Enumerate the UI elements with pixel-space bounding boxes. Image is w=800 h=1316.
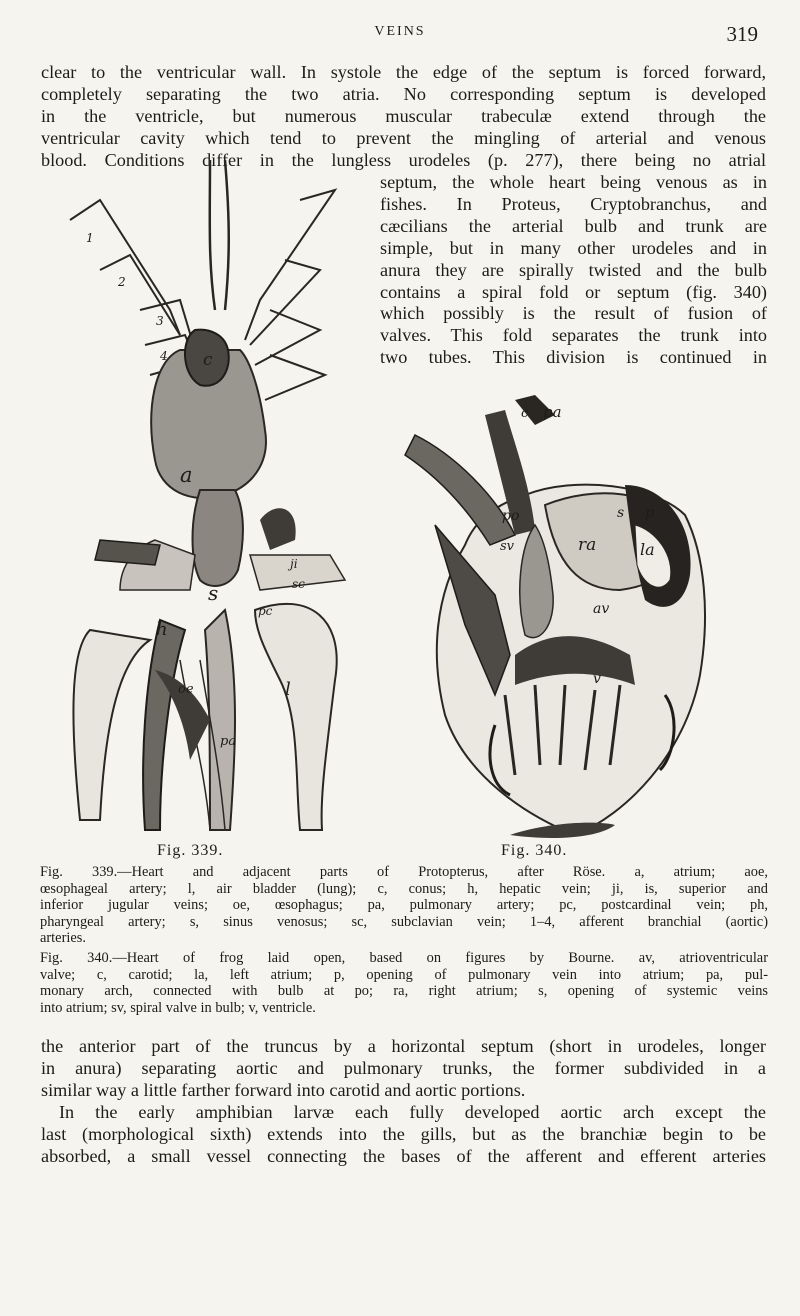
fig340-label-pa: pa — [543, 403, 562, 421]
fig340-label-la: la — [640, 540, 655, 559]
fig339-label-ji: ji — [290, 557, 298, 571]
page-header — [40, 22, 760, 52]
caption-line: pharyngeal artery; s, sinus venosus; sc, subclavian vein; 1–4, afferent branchial (aortic) — [40, 913, 768, 930]
text-line: simple, but in many other urodeles and in — [380, 237, 767, 258]
text-line: in the ventricle, but numerous muscular trabeculæ extend through the — [41, 105, 766, 126]
caption-line: Fig. 339.—Heart and adjacent parts of Protopterus, after Röse. a, atrium; aoe, — [40, 864, 768, 880]
caption-line: Fig. 340.—Heart of frog laid open, based on figures by Bourne. av, atrioventricular — [40, 950, 768, 966]
fig339-label-sc: sc — [292, 577, 305, 591]
fig339-label-4: 4 — [160, 349, 168, 363]
text-line: absorbed, a small vessel connecting the bases of the afferent and efferent arteries — [41, 1145, 766, 1166]
caption-line: œsophageal artery; l, air bladder (lung); c, conus; h, hepatic vein; ji, is, superior and — [40, 880, 768, 897]
caption-line: into atrium; sv, spiral valve in bulb; v, ventricle. — [40, 999, 316, 1016]
fig340-label-s: s — [617, 505, 625, 521]
fig340-label-av: av — [593, 601, 610, 617]
fig339-label-c: c — [203, 350, 213, 370]
text-line: In the early amphibian larvæ each fully developed aortic arch except the — [59, 1101, 766, 1122]
fig340-label-c: c — [521, 406, 529, 421]
figure-339-illustration — [60, 160, 365, 850]
text-line: which possibly is the result of fusion of — [380, 303, 767, 324]
fig339-label-s: s — [208, 581, 219, 605]
fig339-label-2: 2 — [118, 275, 126, 289]
running-head: VEINS — [374, 24, 426, 39]
page-number: 319 — [726, 22, 758, 46]
figure-339-label: Fig. 339. — [157, 842, 224, 859]
caption-line: valve; c, carotid; la, left atrium; p, opening of pulmonary vein into atrium; pa, pul- — [40, 966, 768, 983]
caption-line: inferior jugular veins; oe, œsophagus; pa, pulmonary artery; pc, postcardinal vein; ph, — [40, 897, 768, 914]
fig339-label-oe: oe — [178, 682, 194, 697]
text-line: last (morphological sixth) extends into the gills, but as the branchiæ begin to be — [41, 1123, 766, 1144]
text-line: the anterior part of the truncus by a horizontal septum (short in urodeles, longer — [41, 1036, 766, 1056]
text-line: septum, the whole heart being venous as in — [380, 172, 767, 192]
figure-340-illustration — [395, 395, 725, 845]
fig340-label-v: v — [593, 671, 601, 687]
fig340-label-p: p — [645, 505, 654, 521]
fig339-label-1: 1 — [86, 231, 94, 245]
wrapped-paragraph — [380, 172, 767, 369]
figure-340-label: Fig. 340. — [501, 842, 568, 859]
fig339-label-pc: pc — [258, 604, 273, 618]
figure-339-caption — [40, 864, 768, 947]
outro-paragraph — [41, 1036, 766, 1167]
figure-340-caption — [40, 950, 768, 1016]
text-line: two tubes. This division is continued in — [380, 347, 767, 368]
text-line: in anura) separating aortic and pulmonary trunks, the former subdivided in a — [41, 1057, 766, 1078]
fig339-label-l: l — [285, 679, 291, 700]
text-line: clear to the ventricular wall. In systole the edge of the septum is forced forward, — [41, 62, 766, 82]
text-line: cæcilians the arterial bulb and trunk are — [380, 215, 767, 236]
text-line: anura they are spirally twisted and the bulb — [380, 259, 767, 280]
fig339-label-pa: pa — [220, 734, 237, 749]
fig339-label-h: h — [156, 619, 168, 640]
fig340-label-ra: ra — [578, 535, 597, 555]
intro-paragraph — [41, 62, 766, 172]
text-line: valves. This fold separates the trunk into — [380, 325, 767, 346]
text-line: similar way a little farther forward into carotid and aortic portions. — [41, 1079, 526, 1100]
text-line: contains a spiral fold or septum (fig. 340) — [380, 281, 767, 302]
fig339-label-a: a — [180, 463, 193, 487]
text-line: fishes. In Proteus, Cryptobranchus, and — [380, 193, 767, 214]
text-line: ventricular cavity which tend to prevent the mingling of arterial and venous — [41, 127, 766, 148]
caption-line: arteries. — [40, 930, 86, 947]
fig340-label-sv: sv — [500, 539, 515, 554]
text-line: completely separating the two atria. No corresponding septum is developed — [41, 83, 766, 104]
caption-line: monary arch, connected with bulb at po; ra, right atrium; s, opening of systemic veins — [40, 983, 768, 1000]
text-line: blood. Conditions differ in the lungless urodeles (p. 277), there being no atrial — [41, 149, 766, 170]
fig339-label-3: 3 — [156, 314, 164, 328]
fig340-label-po: po — [502, 508, 520, 524]
